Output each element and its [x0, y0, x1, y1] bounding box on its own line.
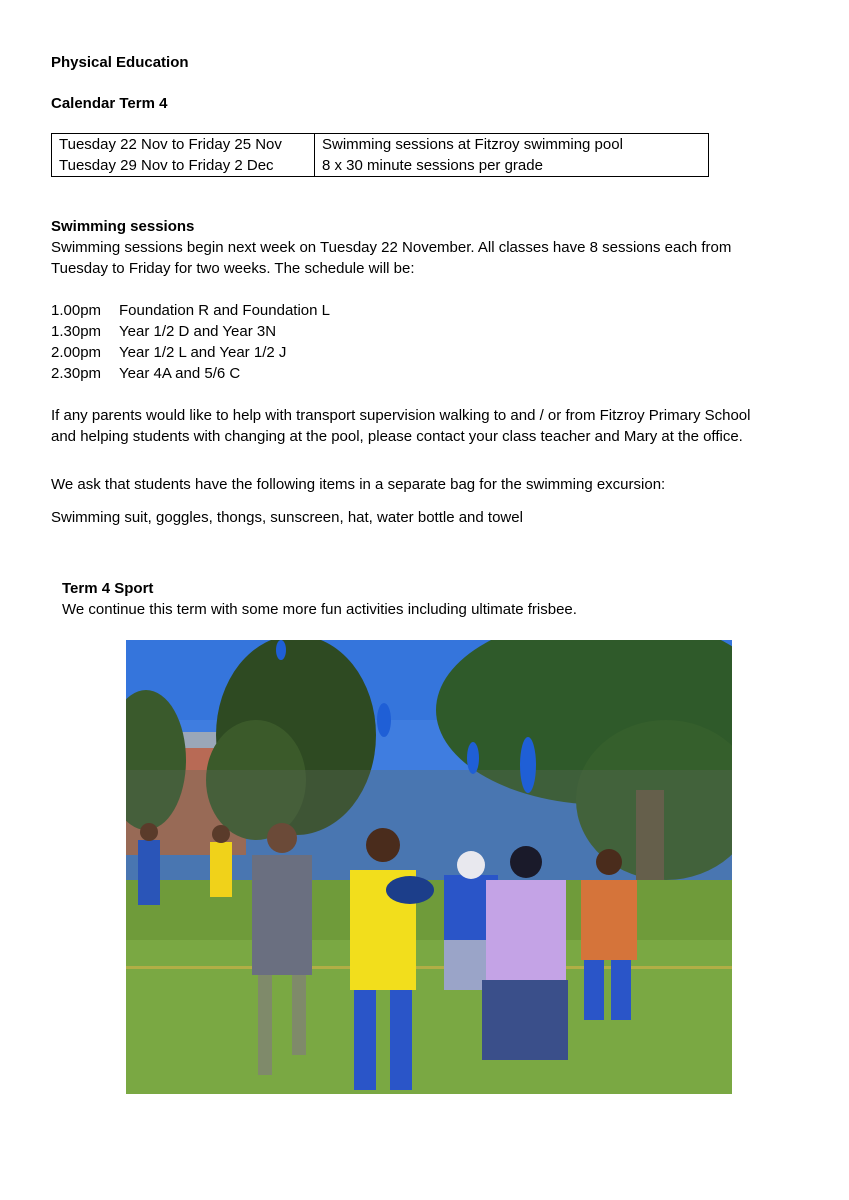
calendar-info-2: 8 x 30 minute sessions per grade — [322, 157, 543, 174]
schedule-time: 2.00pm — [51, 344, 102, 361]
calendar-info-1: Swimming sessions at Fitzroy swimming pool — [322, 136, 623, 153]
schedule-time: 2.30pm — [51, 365, 102, 382]
calendar-info-cell — [315, 134, 709, 177]
schedule-classes: Year 4A and 5/6 C — [119, 365, 241, 382]
calendar-title: Calendar Term 4 — [51, 95, 168, 112]
schedule-classes: Foundation R and Foundation L — [119, 302, 330, 319]
calendar-dates-2: Tuesday 29 Nov to Friday 2 Dec — [59, 157, 274, 174]
help-line-1: If any parents would like to help with transport supervision walking to and / or from Fitzroy Primary School — [51, 407, 751, 424]
items-list: Swimming suit, goggles, thongs, sunscreen, hat, water bottle and towel — [51, 509, 523, 526]
schedule-time: 1.30pm — [51, 323, 102, 340]
schedule-list — [51, 300, 330, 384]
page-heading: Physical Education — [51, 54, 189, 71]
swimming-intro-line-2: Tuesday to Friday for two weeks. The schedule will be: — [51, 260, 415, 277]
schedule-time: 1.00pm — [51, 302, 102, 319]
sport-text: We continue this term with some more fun activities including ultimate frisbee. — [62, 601, 577, 618]
list-item — [51, 342, 330, 363]
swimming-title: Swimming sessions — [51, 218, 195, 235]
schedule-classes: Year 1/2 D and Year 3N — [119, 323, 277, 340]
table-row — [52, 134, 709, 177]
calendar-dates-1: Tuesday 22 Nov to Friday 25 Nov — [59, 136, 282, 153]
swimming-intro-line-1: Swimming sessions begin next week on Tuesday 22 November. All classes have 8 sessions each from — [51, 239, 732, 256]
list-item — [51, 363, 330, 384]
help-line-2: and helping students with changing at the pool, please contact your class teacher and Mary at the office. — [51, 428, 743, 445]
items-intro: We ask that students have the following items in a separate bag for the swimming excursion: — [51, 476, 666, 493]
schedule-classes: Year 1/2 L and Year 1/2 J — [119, 344, 287, 361]
list-item — [51, 300, 330, 321]
calendar-dates-cell — [52, 134, 315, 177]
sport-title: Term 4 Sport — [62, 580, 154, 597]
list-item — [51, 321, 330, 342]
calendar-table — [51, 133, 709, 177]
students-frisbee-photo — [126, 640, 732, 1094]
